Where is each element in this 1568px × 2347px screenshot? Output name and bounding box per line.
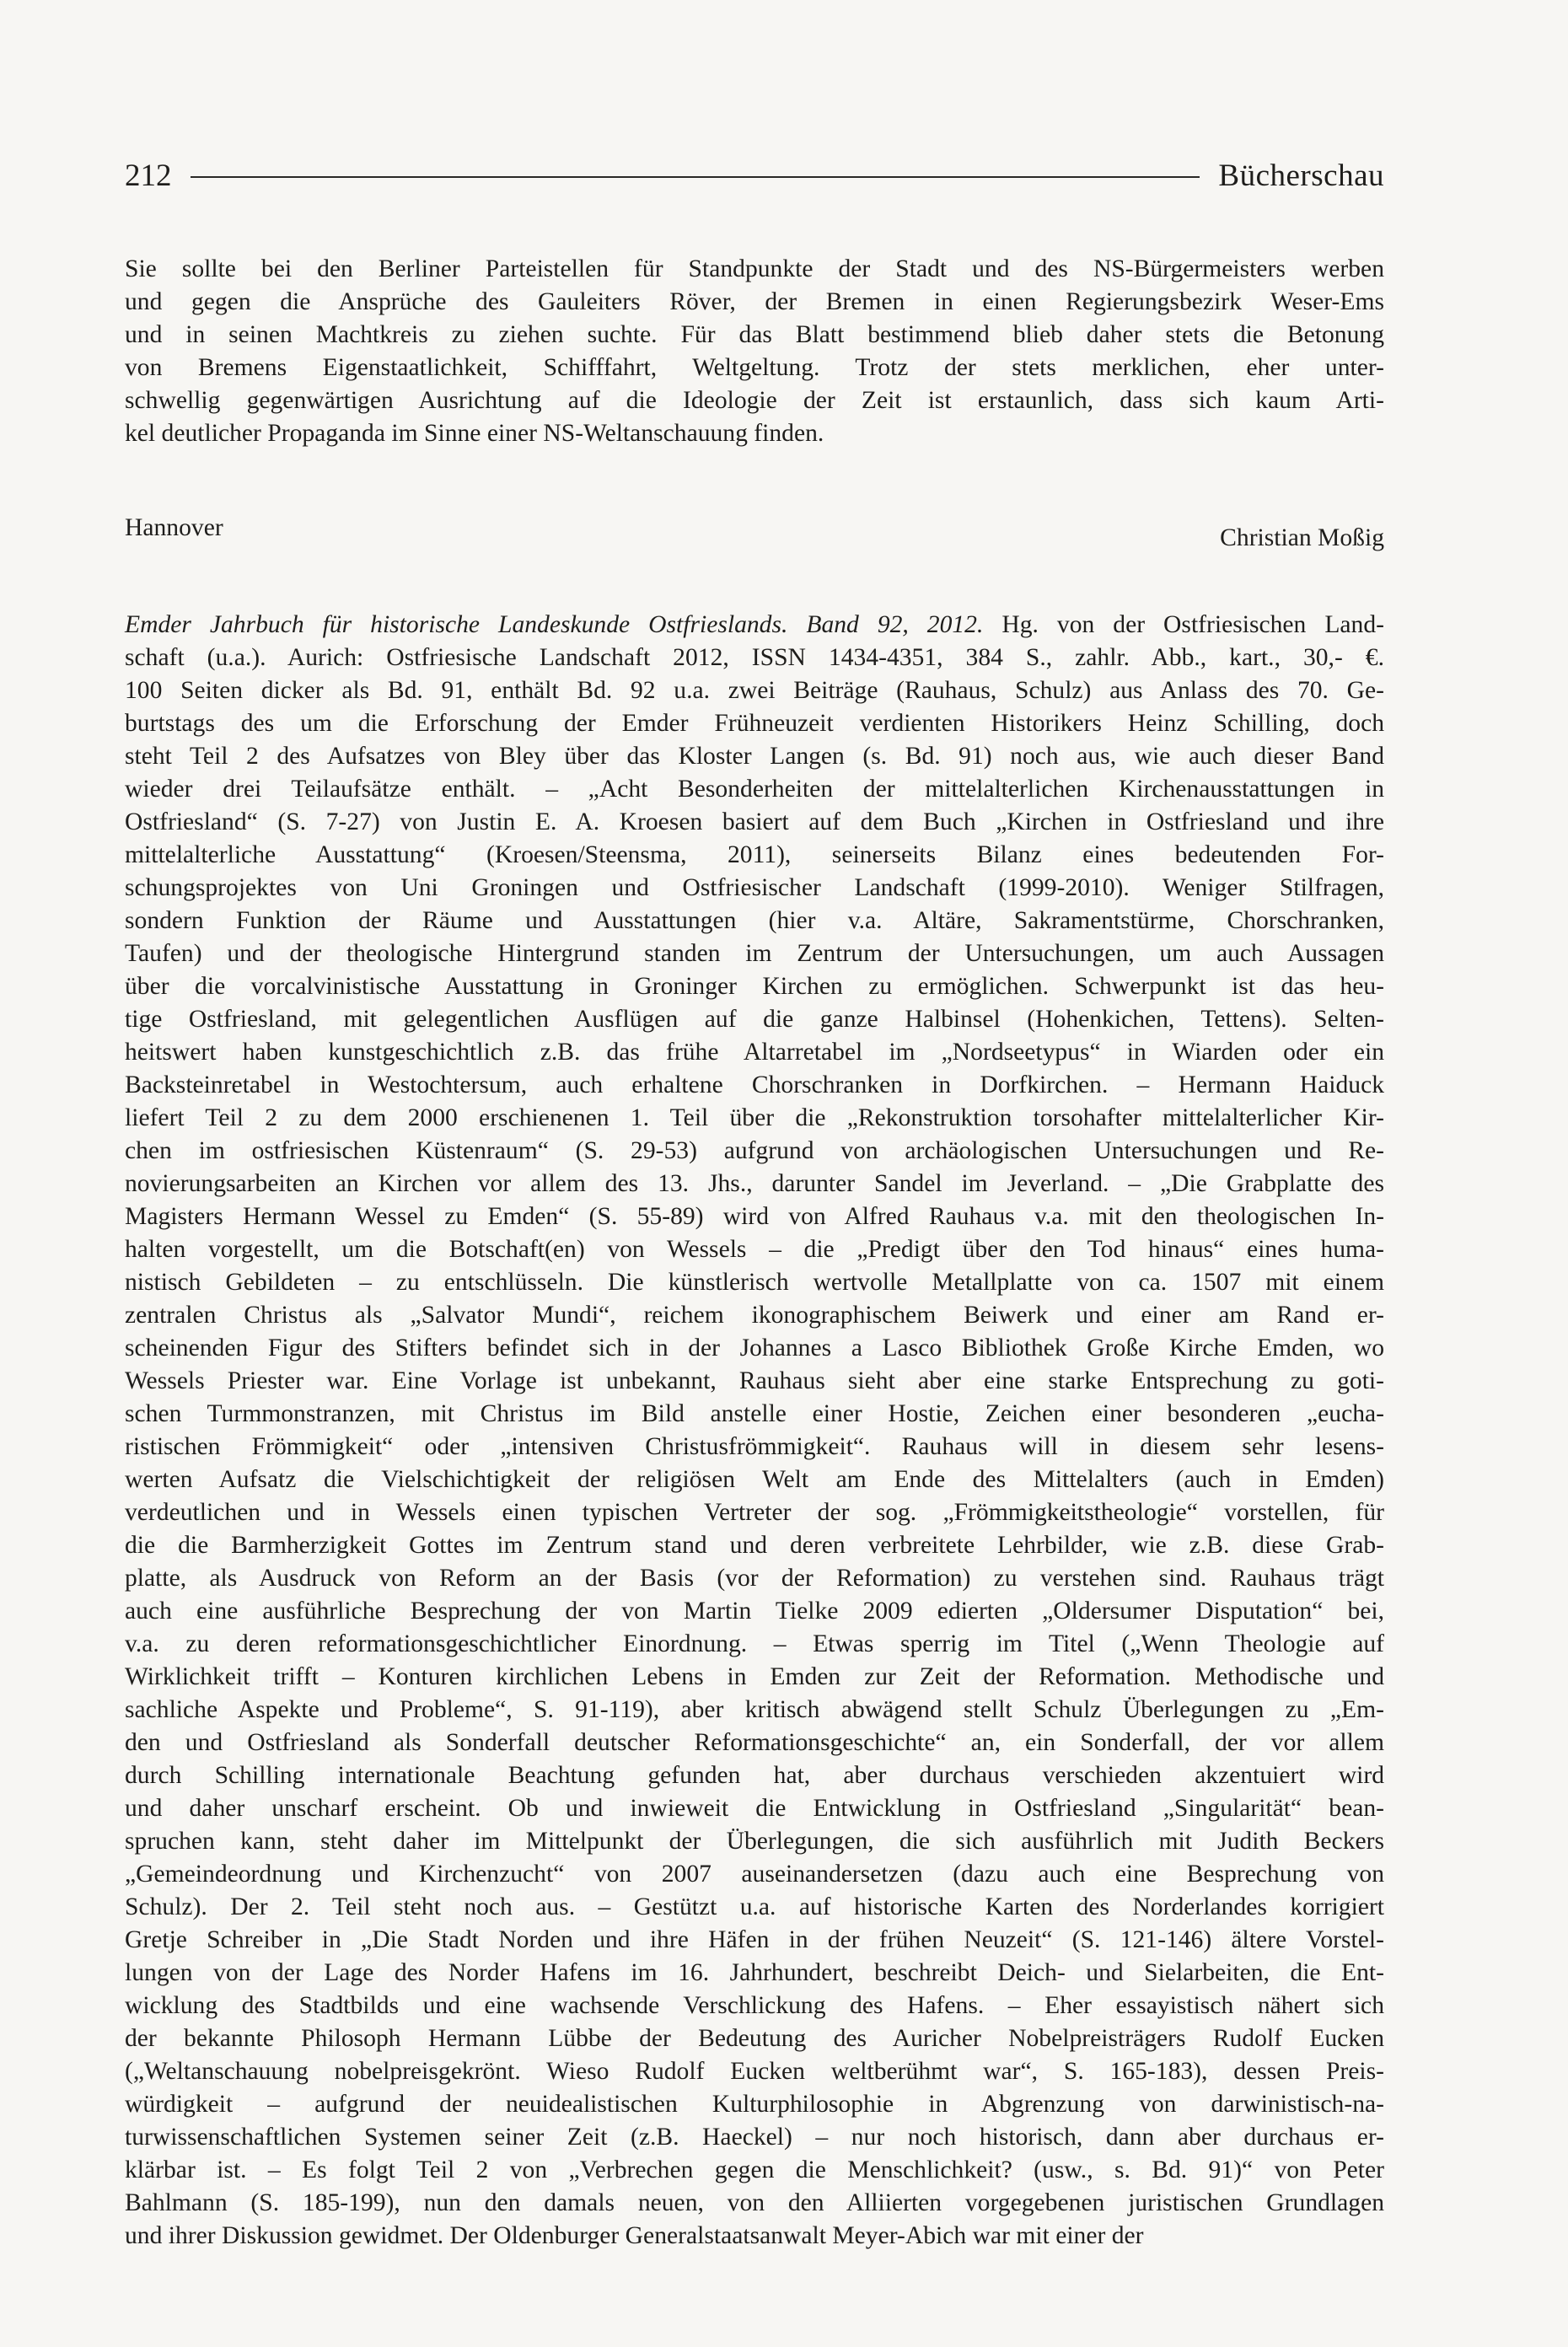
text-line: schen Turmmonstranzen, mit Christus im Bild anstelle einer Hostie, Zeichen einer besonderen „eucha-	[125, 1400, 1384, 1427]
text-line: Gretje Schreiber in „Die Stadt Norden und ihre Häfen in der frühen Neuzeit“ (S. 121-146) ältere Vorstel-	[125, 1926, 1384, 1953]
text-line: scheinenden Figur des Stifters befindet sich in der Johannes a Lasco Bibliothek Große Kirche Emden, wo	[125, 1335, 1384, 1361]
signature-author: Christian Moßig	[1220, 524, 1384, 551]
text-line: heitswert haben kunstgeschichtlich z.B. das frühe Altarretabel im „Nordseetypus“ in Wiarden oder ein	[125, 1039, 1384, 1066]
text-line: die die Barmherzigkeit Gottes im Zentrum stand und deren verbreitete Lehrbilder, wie z.B. diese Grab-	[125, 1532, 1384, 1559]
text-line: durch Schilling internationale Beachtung gefunden hat, aber durchaus verschieden akzentuiert wird	[125, 1762, 1384, 1789]
text-line: Schulz). Der 2. Teil steht noch aus. – Gestützt u.a. auf historische Karten des Norderlandes korrigiert	[125, 1893, 1384, 1920]
review-1-signature	[125, 514, 1384, 551]
text-line: lungen von der Lage des Norder Hafens im 16. Jahrhundert, beschreibt Deich- und Sielarbeiten, die Ent-	[125, 1959, 1384, 1986]
text-line: Taufen) und der theologische Hintergrund standen im Zentrum der Untersuchungen, um auch Aussagen	[125, 940, 1384, 967]
text-line: Ostfriesland“ (S. 7-27) von Justin E. A. Kroesen basiert auf dem Buch „Kirchen in Ostfriesland und ihre	[125, 808, 1384, 835]
page-number: 212	[125, 158, 172, 193]
text-line: tige Ostfriesland, mit gelegentlichen Ausflügen auf die ganze Halbinsel (Hohenkichen, Tettens). Selten-	[125, 1006, 1384, 1033]
text-line: Wirklichkeit trifft – Konturen kirchlichen Lebens in Emden zur Zeit der Reformation. Methodische und	[125, 1663, 1384, 1690]
text-line: schaft (u.a.). Aurich: Ostfriesische Landschaft 2012, ISSN 1434-4351, 384 S., zahlr. Abb., kart., 30,- €.	[125, 644, 1384, 671]
text-line: den und Ostfriesland als Sonderfall deutscher Reformationsgeschichte“ an, ein Sonderfall, der vor allem	[125, 1729, 1384, 1756]
text-line: Sie sollte bei den Berliner Parteistellen für Standpunkte der Stadt und des NS-Bürgermeisters werben	[125, 255, 1384, 282]
page-header	[125, 150, 1384, 201]
text-line: verdeutlichen und in Wessels einen typischen Vertreter der sog. „Frömmigkeitstheologie“ vorstellen, für	[125, 1499, 1384, 1526]
review-2-text	[125, 609, 1384, 2253]
book-title-rest: Hg. von der Ostfriesischen Land-	[983, 611, 1384, 638]
signature-place: Hannover	[125, 514, 223, 541]
text-line: 100 Seiten dicker als Bd. 91, enthält Bd. 92 u.a. zwei Beiträge (Rauhaus, Schulz) aus Anlass des 70. Ge-	[125, 677, 1384, 704]
text-line: Wessels Priester war. Eine Vorlage ist unbekannt, Rauhaus sieht aber eine starke Entsprechung zu goti-	[125, 1367, 1384, 1394]
text-line: burtstags des um die Erforschung der Emder Frühneuzeit verdienten Historikers Heinz Schilling, doch	[125, 710, 1384, 737]
text-line: liefert Teil 2 zu dem 2000 erschienenen 1. Teil über die „Rekonstruktion torsohafter mittelalterlicher Kir-	[125, 1104, 1384, 1131]
text-line: werten Aufsatz die Vielschichtigkeit der religiösen Welt am Ende des Mittelalters (auch in Emden)	[125, 1466, 1384, 1493]
text-line: und gegen die Ansprüche des Gauleiters Röver, der Bremen in einen Regierungsbezirk Weser-Ems	[125, 288, 1384, 315]
text-line: würdigkeit – aufgrund der neuidealistischen Kulturphilosophie in Abgrenzung von darwinistisch-na-	[125, 2091, 1384, 2118]
text-line: sondern Funktion der Räume und Ausstattungen (hier v.a. Altäre, Sakramentstürme, Chorschranken,	[125, 907, 1384, 934]
text-line: der bekannte Philosoph Hermann Lübbe der Bedeutung des Auricher Nobelpreisträgers Rudolf Eucken	[125, 2025, 1384, 2052]
text-line: „Gemeindeordnung und Kirchenzucht“ von 2007 auseinandersetzen (dazu auch eine Besprechung von	[125, 1861, 1384, 1888]
text-line: steht Teil 2 des Aufsatzes von Bley über das Kloster Langen (s. Bd. 91) noch aus, wie auch dieser Band	[125, 743, 1384, 770]
text-line: und in seinen Machtkreis zu ziehen suchte. Für das Blatt bestimmend blieb daher stets die Betonung	[125, 321, 1384, 348]
review-1-text	[125, 253, 1384, 450]
text-line: Backsteinretabel in Westochtersum, auch erhaltene Chorschranken in Dorfkirchen. – Hermann Haiduck	[125, 1071, 1384, 1098]
text-line: sachliche Aspekte und Probleme“, S. 91-119), aber kritisch abwägend stellt Schulz Überlegungen zu „Em-	[125, 1696, 1384, 1723]
text-line: nistisch Gebildeten – zu entschlüsseln. Die künstlerisch wertvolle Metallplatte von ca. 1507 mit einem	[125, 1269, 1384, 1296]
text-line: und daher unscharf erscheint. Ob und inwieweit die Entwicklung in Ostfriesland „Singularität“ bean-	[125, 1795, 1384, 1822]
text-line: v.a. zu deren reformationsgeschichtlicher Einordnung. – Etwas sperrig im Titel („Wenn Theologie auf	[125, 1630, 1384, 1657]
text-line: („Weltanschauung nobelpreisgekrönt. Wieso Rudolf Eucken weltberühmt war“, S. 165-183), dessen Preis-	[125, 2058, 1384, 2085]
text-line: von Bremens Eigenstaatlichkeit, Schifffahrt, Weltgeltung. Trotz der stets merklichen, eher unter-	[125, 354, 1384, 381]
text-line: Bahlmann (S. 185-199), nun den damals neuen, von den Alliierten vorgegebenen juristischen Grundlagen	[125, 2189, 1384, 2216]
review-2-title-line	[125, 609, 1384, 642]
text-line: spruchen kann, steht daher im Mittelpunkt der Überlegungen, die sich ausführlich mit Judith Beckers	[125, 1828, 1384, 1855]
text-line: zentralen Christus als „Salvator Mundi“, reichem ikonographischem Beiwerk und einer am Rand er-	[125, 1302, 1384, 1329]
text-line: ristischen Frömmigkeit“ oder „intensiven Christusfrömmigkeit“. Rauhaus will in diesem sehr lesens-	[125, 1433, 1384, 1460]
text-line: mittelalterliche Ausstattung“ (Kroesen/Steensma, 2011), seinerseits Bilanz eines bedeutenden For-	[125, 841, 1384, 868]
text-line: und ihrer Diskussion gewidmet. Der Oldenburger Generalstaatsanwalt Meyer-Abich war mit einer der	[125, 2222, 1144, 2249]
text-line: turwissenschaftlichen Systemen seiner Zeit (z.B. Haeckel) – nur noch historisch, dann aber durchaus er-	[125, 2124, 1384, 2151]
text-line: wicklung des Stadtbilds und eine wachsende Verschlickung des Hafens. – Eher essayistisch nähert sich	[125, 1992, 1384, 2019]
text-line: Magisters Hermann Wessel zu Emden“ (S. 55-89) wird von Alfred Rauhaus v.a. mit den theologischen In-	[125, 1203, 1384, 1230]
text-line: kel deutlicher Propaganda im Sinne einer NS-Weltanschauung finden.	[125, 420, 824, 447]
text-line: wieder drei Teilaufsätze enthält. – „Acht Besonderheiten der mittelalterlichen Kirchenausstattungen in	[125, 776, 1384, 803]
text-line: über die vorcalvinistische Ausstattung in Groninger Kirchen zu ermöglichen. Schwerpunkt ist das heu-	[125, 973, 1384, 1000]
book-title: Emder Jahrbuch für historische Landeskunde Ostfrieslands. Band 92, 2012.	[125, 611, 984, 638]
text-line: halten vorgestellt, um die Botschaft(en) von Wessels – die „Predigt über den Tod hinaus“ eines huma-	[125, 1236, 1384, 1263]
text-line: novierungsarbeiten an Kirchen vor allem des 13. Jhs., darunter Sandel im Jeverland. – „Die Grabplatte des	[125, 1170, 1384, 1197]
header-rule	[191, 176, 1200, 178]
text-line: klärbar ist. – Es folgt Teil 2 von „Verbrechen gegen die Menschlichkeit? (usw., s. Bd. 91)“ von Peter	[125, 2156, 1384, 2183]
text-line: schungsprojektes von Uni Groningen und Ostfriesischer Landschaft (1999-2010). Weniger Stilfragen,	[125, 874, 1384, 901]
text-line: schwellig gegenwärtigen Ausrichtung auf die Ideologie der Zeit ist erstaunlich, dass sich kaum Arti-	[125, 387, 1384, 414]
text-line: auch eine ausführliche Besprechung der von Martin Tielke 2009 edierten „Oldersumer Disputation“ bei,	[125, 1598, 1384, 1625]
running-head: Bücherschau	[1218, 158, 1384, 193]
text-line: chen im ostfriesischen Küstenraum“ (S. 29-53) aufgrund von archäologischen Untersuchungen und Re-	[125, 1137, 1384, 1164]
text-line: platte, als Ausdruck von Reform an der Basis (vor der Reformation) zu verstehen sind. Rauhaus trägt	[125, 1565, 1384, 1592]
